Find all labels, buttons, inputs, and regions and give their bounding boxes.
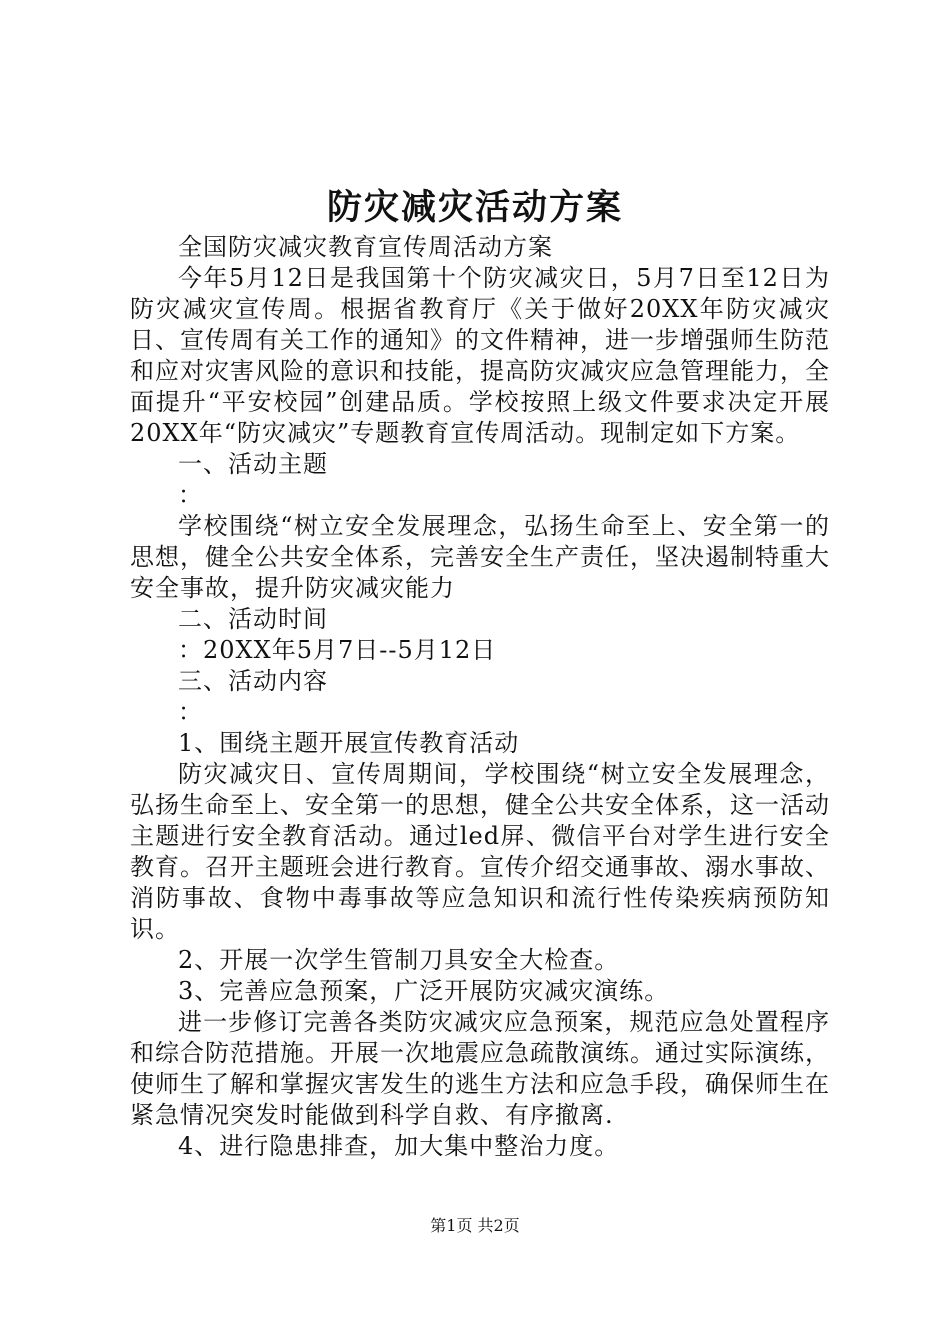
item-1-heading: 1、围绕主题开展宣传教育活动: [178, 729, 520, 757]
heading-activity-time: 二、活动时间: [178, 605, 328, 633]
item-2-heading: 2、开展一次学生管制刀具安全大检查。: [178, 946, 620, 974]
item-3-paragraph: 进一步修订完善各类防灾减灾应急预案，规范应急处置程序和综合防范措施。开展一次地震应急疏散演练。通过实际演练，使师生了解和掌握灾害发生的逃生方法和应急手段，确保师生在紧急情况突发时能做到科学自救、有序撤离.: [130, 1008, 830, 1129]
paragraph-intro: 今年5月12日是我国第十个防灾减灾日，5月7日至12日为防灾减灾宣传周。根据省教育厅《关于做好20XX年防灾减灾日、宣传周有关工作的通知》的文件精神，进一步增强师生防范和应对灾害风险的意识和技能，提高防灾减灾应急管理能力，全面提升“平安校园”创建品质。学校按照上级文件要求决定开展20XX年“防灾减灾”专题教育宣传周活动。现制定如下方案。: [130, 264, 830, 447]
document-body: [130, 232, 830, 1162]
heading-activity-theme: 一、活动主题: [178, 450, 328, 478]
item-3-heading: 3、完善应急预案，广泛开展防灾减灾演练。: [178, 977, 670, 1005]
paragraph-time: ：20XX年5月7日--5月12日: [178, 636, 497, 664]
colon-line: ：: [178, 481, 203, 509]
heading-activity-content: 三、活动内容: [178, 667, 328, 695]
item-1-paragraph: 防灾减灾日、宣传周期间，学校围绕“树立安全发展理念，弘扬生命至上、安全第一的思想，健全公共安全体系，这一活动主题进行安全教育活动。通过led屏、微信平台对学生进行安全教育。召开主题班会进行教育。宣传介绍交通事故、溺水事故、消防事故、食物中毒事故等应急知识和流行性传染疾病预防知识。: [130, 760, 830, 943]
document-title: 防灾减灾活动方案: [326, 187, 623, 228]
page-number: 第1页 共2页: [430, 1216, 520, 1235]
colon-line: ：: [178, 698, 203, 726]
item-4-heading: 4、进行隐患排查，加大集中整治力度。: [178, 1132, 620, 1160]
paragraph-subtitle: 全国防灾减灾教育宣传周活动方案: [178, 233, 553, 261]
paragraph-theme: 学校围绕“树立安全发展理念，弘扬生命至上、安全第一的思想，健全公共安全体系，完善安全生产责任，坚决遏制特重大安全事故，提升防灾减灾能力: [130, 512, 830, 602]
